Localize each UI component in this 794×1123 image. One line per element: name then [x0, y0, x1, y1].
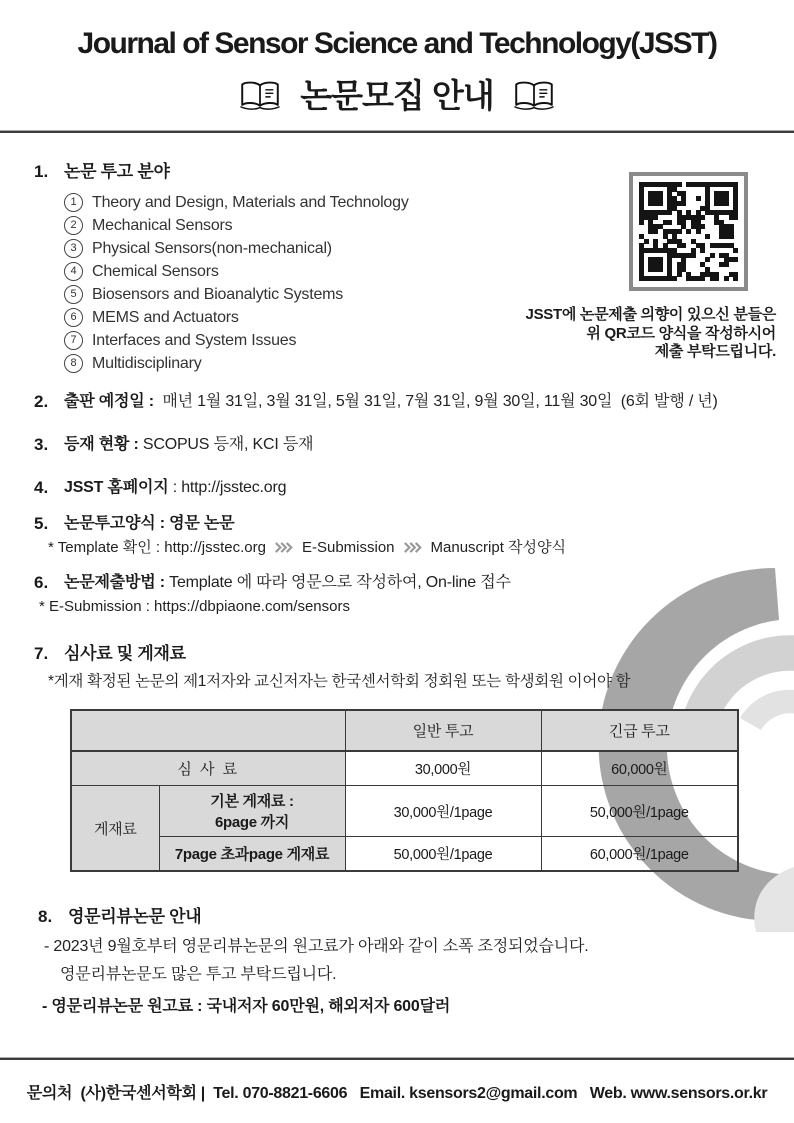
basic-fee-label	[159, 786, 345, 837]
list-item	[64, 352, 774, 375]
section-1-heading	[34, 161, 774, 183]
circled-number: 1	[64, 193, 83, 212]
table-row	[71, 751, 738, 786]
topic-text: Mechanical Sensors	[92, 216, 233, 234]
circled-number: 2	[64, 216, 83, 235]
list-item	[64, 329, 774, 352]
table-corner-cell	[71, 710, 345, 751]
section-8-heading	[34, 906, 774, 928]
section-label: 논문투고양식 :	[64, 515, 170, 532]
review-fee-general: 30,000원	[345, 751, 541, 786]
menu-step: Manuscript 작성양식	[430, 539, 567, 556]
publication-fee-group-label: 게재료	[71, 786, 159, 872]
section-number: 6.	[34, 573, 49, 592]
section-number: 5.	[34, 514, 49, 533]
review-paper-note-2: 영문리뷰논문도 많은 투고 부탁드립니다.	[60, 966, 337, 983]
topic-list	[34, 191, 774, 375]
section-number: 7.	[34, 644, 49, 663]
topic-text: Physical Sensors(non-mechanical)	[92, 239, 332, 257]
basic-fee-general: 30,000원/1page	[345, 786, 541, 837]
section-2	[34, 391, 774, 413]
circled-number: 7	[64, 331, 83, 350]
over-fee-general: 50,000원/1page	[345, 837, 541, 872]
section-value: 영문 논문	[169, 515, 235, 532]
circled-number: 4	[64, 262, 83, 281]
section-3	[34, 434, 774, 456]
page-title: 논문모집 안내	[300, 77, 494, 114]
open-book-icon	[238, 80, 282, 112]
header	[0, 0, 794, 133]
table-row	[71, 786, 738, 837]
column-header-urgent: 긴급 투고	[541, 710, 738, 751]
section-label: 등재 현황 :	[64, 436, 143, 453]
section-value: Template 에 따라 영문으로 작성하여, On-line 접수	[169, 574, 511, 591]
esubmission-url-link[interactable]: * E-Submission : https://dbpiaone.com/sensors	[39, 598, 350, 615]
table-row	[71, 837, 738, 872]
review-paper-note-1: - 2023년 9월호부터 영문리뷰논문의 원고료가 아래와 같이 소폭 조정되었습니다.	[44, 938, 589, 955]
section-number: 4.	[34, 478, 49, 497]
circled-number: 3	[64, 239, 83, 258]
membership-note: *게재 확정된 논문의 제1저자와 교신저자는 한국센서학회 정회원 또는 학생회원 이어야 함	[48, 673, 631, 690]
list-item	[64, 283, 774, 306]
list-item	[64, 214, 774, 237]
header-divider	[0, 130, 794, 133]
triple-chevron-icon	[403, 542, 423, 553]
qr-note-line: 위 QR코드 양식을 작성하시어	[586, 324, 776, 342]
footer-divider	[0, 1057, 794, 1060]
contact-info: 문의처 (사)한국센서학회 | Tel. 070-8821-6606 Email. ksensors2@gmail.com Web. www.sensors.or.kr	[26, 1085, 768, 1102]
homepage-url-link[interactable]: : http://jsstec.org	[168, 479, 287, 496]
list-item	[64, 191, 774, 214]
section-title: 논문 투고 분야	[64, 162, 170, 181]
footer	[0, 1057, 794, 1103]
basic-fee-urgent: 50,000원/1page	[541, 786, 738, 837]
section-6	[34, 572, 774, 594]
main-content	[0, 161, 794, 1018]
review-paper-fee: - 영문리뷰논문 원고료 : 국내저자 60만원, 해외저자 600달러	[42, 998, 451, 1015]
journal-title: Journal of Sensor Science and Technology(JSST)	[77, 27, 717, 60]
menu-step: E-Submission	[301, 539, 395, 556]
section-value: SCOPUS 등재, KCI 등재	[142, 436, 314, 453]
esubmission-line	[34, 596, 774, 617]
section-number: 3.	[34, 435, 49, 454]
template-url-link[interactable]: * Template 확인 : http://jsstec.org	[48, 539, 266, 556]
section-number: 2.	[34, 392, 49, 411]
basic-fee-label-line2: 6page 까지	[214, 814, 290, 831]
circled-number: 5	[64, 285, 83, 304]
list-item	[64, 306, 774, 329]
over-fee-label: 7page 초과page 게재료	[159, 837, 345, 872]
section-5	[34, 513, 774, 535]
topic-text: Biosensors and Bioanalytic Systems	[92, 285, 344, 303]
subtitle-row	[0, 74, 794, 118]
over-fee-urgent: 60,000원/1page	[541, 837, 738, 872]
section-label: 논문제출방법 :	[64, 574, 170, 591]
section-title: 심사료 및 게재료	[64, 644, 186, 663]
circled-number: 6	[64, 308, 83, 327]
column-header-general: 일반 투고	[345, 710, 541, 751]
section-label: JSST 홈페이지	[64, 479, 169, 496]
topic-text: Theory and Design, Materials and Technology	[92, 193, 409, 211]
section-label: 출판 예정일 :	[64, 393, 159, 410]
section-value: 매년 1월 31일, 3월 31일, 5월 31일, 7월 31일, 9월 30일, 11월 30일 (6회 발행 / 년)	[158, 393, 718, 410]
section-number: 1.	[34, 162, 49, 181]
list-item	[64, 237, 774, 260]
qr-note-line: JSST에 논문제출 의향이 있으신 분들은	[525, 306, 776, 323]
template-path-line	[34, 537, 774, 558]
topic-text: MEMS and Actuators	[92, 308, 239, 326]
section-number: 8.	[38, 907, 53, 926]
open-book-icon	[512, 80, 556, 112]
topic-text: Multidisciplinary	[92, 354, 202, 372]
basic-fee-label-line1: 기본 게재료 :	[210, 793, 294, 810]
fee-table	[70, 709, 739, 872]
review-fee-label: 심 사 료	[71, 751, 345, 786]
section-7-heading	[34, 643, 774, 665]
review-fee-urgent: 60,000원	[541, 751, 738, 786]
list-item	[64, 260, 774, 283]
triple-chevron-icon	[274, 542, 294, 553]
section-title: 영문리뷰논문 안내	[68, 907, 202, 926]
topic-text: Chemical Sensors	[92, 262, 219, 280]
table-header-row	[71, 710, 738, 751]
qr-note-line: 제출 부탁드립니다.	[654, 343, 776, 360]
section-4	[34, 477, 774, 499]
circled-number: 8	[64, 354, 83, 373]
topic-text: Interfaces and System Issues	[92, 331, 297, 349]
